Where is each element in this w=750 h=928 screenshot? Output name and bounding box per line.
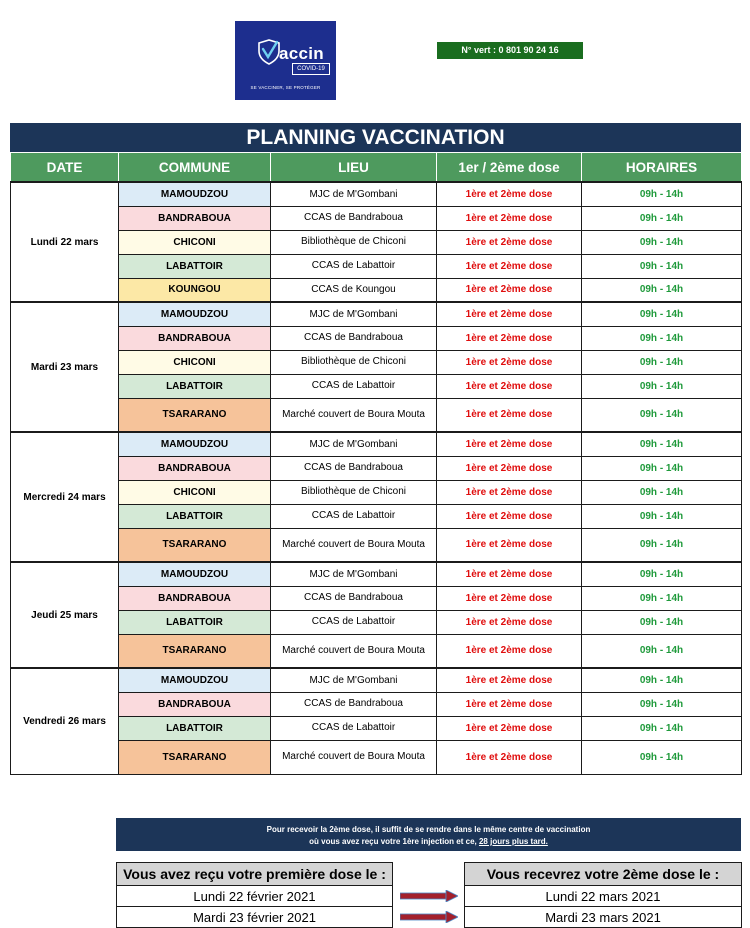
horaire-cell: 09h - 14h — [582, 692, 742, 716]
second-dose-info-box — [116, 818, 741, 851]
horaire-cell: 09h - 14h — [582, 254, 742, 278]
table-row — [11, 586, 742, 610]
dose-date-row — [117, 886, 742, 907]
horaire-cell: 09h - 14h — [582, 504, 742, 528]
table-row — [11, 374, 742, 398]
lieu-cell: CCAS de Labattoir — [271, 374, 437, 398]
dose-cell: 1ère et 2ème dose — [437, 586, 582, 610]
dose-cell: 1ère et 2ème dose — [437, 668, 582, 692]
table-row — [11, 182, 742, 206]
lieu-cell: CCAS de Labattoir — [271, 254, 437, 278]
arrow-cell — [393, 907, 465, 928]
header-lieu: LIEU — [271, 153, 437, 183]
table-row — [11, 740, 742, 774]
first-dose-date: Mardi 23 février 2021 — [117, 907, 393, 928]
vaccin-covid19-logo — [235, 21, 336, 100]
commune-cell: KOUNGOU — [119, 278, 271, 302]
table-row — [11, 692, 742, 716]
logo-tagline: SE VACCINER, SE PROTÉGER — [250, 85, 321, 90]
table-row — [11, 206, 742, 230]
second-dose-date: Lundi 22 mars 2021 — [465, 886, 742, 907]
info-line-2: où vous avez reçu votre 1ère injection et ce, — [309, 836, 479, 846]
lieu-cell: Bibliothèque de Chiconi — [271, 480, 437, 504]
horaire-cell: 09h - 14h — [582, 278, 742, 302]
second-dose-header: Vous recevrez votre 2ème dose le : — [465, 863, 742, 886]
lieu-cell: CCAS de Koungou — [271, 278, 437, 302]
commune-cell: MAMOUDZOU — [119, 668, 271, 692]
info-delay: 28 jours plus tard. — [478, 836, 548, 846]
dose-cell: 1ère et 2ème dose — [437, 326, 582, 350]
commune-cell: TSARARANO — [119, 398, 271, 432]
commune-cell: MAMOUDZOU — [119, 562, 271, 586]
vaccination-schedule-table — [10, 152, 742, 775]
commune-cell: CHICONI — [119, 230, 271, 254]
header-spacer — [393, 863, 465, 886]
horaire-cell: 09h - 14h — [582, 740, 742, 774]
table-row — [11, 230, 742, 254]
dose-cell: 1ère et 2ème dose — [437, 432, 582, 456]
horaire-cell: 09h - 14h — [582, 398, 742, 432]
second-dose-info-text — [116, 818, 741, 851]
info-line-1: Pour recevoir la 2ème dose, il suffit de se rendre dans le même centre de vaccination — [266, 825, 591, 834]
header-date: DATE — [11, 153, 119, 183]
dose-date-row — [117, 907, 742, 928]
table-row — [11, 610, 742, 634]
commune-cell: LABATTOIR — [119, 374, 271, 398]
commune-cell: TSARARANO — [119, 528, 271, 562]
first-dose-header: Vous avez reçu votre première dose le : — [117, 863, 393, 886]
header-commune: COMMUNE — [119, 153, 271, 183]
lieu-cell: Marché couvert de Boura Mouta — [271, 398, 437, 432]
lieu-cell: MJC de M'Gombani — [271, 182, 437, 206]
table-row — [11, 528, 742, 562]
table-row — [11, 350, 742, 374]
dose-cell: 1ère et 2ème dose — [437, 480, 582, 504]
lieu-cell: CCAS de Bandraboua — [271, 692, 437, 716]
table-row — [11, 562, 742, 586]
lieu-cell: Bibliothèque de Chiconi — [271, 350, 437, 374]
dose-cell: 1ère et 2ème dose — [437, 562, 582, 586]
arrow-cell — [393, 886, 465, 907]
second-dose-date: Mardi 23 mars 2021 — [465, 907, 742, 928]
table-row — [11, 326, 742, 350]
date-cell: Jeudi 25 mars — [11, 562, 119, 668]
horaire-cell: 09h - 14h — [582, 374, 742, 398]
date-cell: Mercredi 24 mars — [11, 432, 119, 562]
schedule-header-row — [11, 153, 742, 183]
table-row — [11, 432, 742, 456]
date-cell: Lundi 22 mars — [11, 182, 119, 302]
date-cell: Vendredi 26 mars — [11, 668, 119, 774]
lieu-cell: Marché couvert de Boura Mouta — [271, 740, 437, 774]
table-row — [11, 716, 742, 740]
horaire-cell: 09h - 14h — [582, 456, 742, 480]
horaire-cell: 09h - 14h — [582, 350, 742, 374]
header-dose: 1er / 2ème dose — [437, 153, 582, 183]
commune-cell: BANDRABOUA — [119, 586, 271, 610]
commune-cell: LABATTOIR — [119, 610, 271, 634]
horaire-cell: 09h - 14h — [582, 610, 742, 634]
dose-cell: 1ère et 2ème dose — [437, 456, 582, 480]
commune-cell: LABATTOIR — [119, 716, 271, 740]
lieu-cell: MJC de M'Gombani — [271, 668, 437, 692]
hotline-number: N° vert : 0 801 90 24 16 — [437, 42, 583, 59]
commune-cell: MAMOUDZOU — [119, 302, 271, 326]
commune-cell: BANDRABOUA — [119, 206, 271, 230]
commune-cell: LABATTOIR — [119, 504, 271, 528]
lieu-cell: MJC de M'Gombani — [271, 562, 437, 586]
horaire-cell: 09h - 14h — [582, 562, 742, 586]
header-horaires: HORAIRES — [582, 153, 742, 183]
horaire-cell: 09h - 14h — [582, 528, 742, 562]
horaire-cell: 09h - 14h — [582, 182, 742, 206]
first-dose-date: Lundi 22 février 2021 — [117, 886, 393, 907]
commune-cell: BANDRABOUA — [119, 456, 271, 480]
lieu-cell: Marché couvert de Boura Mouta — [271, 634, 437, 668]
right-arrow-icon — [400, 890, 458, 902]
dose-cell: 1ère et 2ème dose — [437, 398, 582, 432]
page-title: PLANNING VACCINATION — [10, 123, 741, 152]
lieu-cell: CCAS de Bandraboua — [271, 586, 437, 610]
check-shield-icon — [257, 39, 281, 65]
lieu-cell: CCAS de Labattoir — [271, 504, 437, 528]
commune-cell: MAMOUDZOU — [119, 182, 271, 206]
commune-cell: CHICONI — [119, 480, 271, 504]
dose-cell: 1ère et 2ème dose — [437, 206, 582, 230]
dose-cell: 1ère et 2ème dose — [437, 278, 582, 302]
table-row — [11, 456, 742, 480]
lieu-cell: CCAS de Bandraboua — [271, 206, 437, 230]
dose-cell: 1ère et 2ème dose — [437, 692, 582, 716]
dose-cell: 1ère et 2ème dose — [437, 254, 582, 278]
lieu-cell: CCAS de Labattoir — [271, 610, 437, 634]
dose-cell: 1ère et 2ème dose — [437, 182, 582, 206]
dose-cell: 1ère et 2ème dose — [437, 374, 582, 398]
lieu-cell: CCAS de Bandraboua — [271, 456, 437, 480]
dose-cell: 1ère et 2ème dose — [437, 716, 582, 740]
horaire-cell: 09h - 14h — [582, 586, 742, 610]
dose-cell: 1ère et 2ème dose — [437, 740, 582, 774]
horaire-cell: 09h - 14h — [582, 302, 742, 326]
horaire-cell: 09h - 14h — [582, 668, 742, 692]
commune-cell: MAMOUDZOU — [119, 432, 271, 456]
lieu-cell: Marché couvert de Boura Mouta — [271, 528, 437, 562]
dose-cell: 1ère et 2ème dose — [437, 230, 582, 254]
dose-cell: 1ère et 2ème dose — [437, 504, 582, 528]
table-row — [11, 398, 742, 432]
dose-cell: 1ère et 2ème dose — [437, 610, 582, 634]
dose-dates-table — [116, 862, 742, 928]
dose-cell: 1ère et 2ème dose — [437, 528, 582, 562]
table-row — [11, 254, 742, 278]
table-row — [11, 668, 742, 692]
horaire-cell: 09h - 14h — [582, 634, 742, 668]
horaire-cell: 09h - 14h — [582, 326, 742, 350]
commune-cell: CHICONI — [119, 350, 271, 374]
table-row — [11, 480, 742, 504]
commune-cell: BANDRABOUA — [119, 692, 271, 716]
dose-dates-header-row — [117, 863, 742, 886]
horaire-cell: 09h - 14h — [582, 206, 742, 230]
table-row — [11, 278, 742, 302]
commune-cell: BANDRABOUA — [119, 326, 271, 350]
logo-word: accin — [279, 44, 324, 63]
date-cell: Mardi 23 mars — [11, 302, 119, 432]
horaire-cell: 09h - 14h — [582, 716, 742, 740]
table-row — [11, 634, 742, 668]
lieu-cell: Bibliothèque de Chiconi — [271, 230, 437, 254]
horaire-cell: 09h - 14h — [582, 432, 742, 456]
horaire-cell: 09h - 14h — [582, 230, 742, 254]
logo-chip: COVID-19 — [292, 63, 330, 75]
commune-cell: TSARARANO — [119, 740, 271, 774]
commune-cell: TSARARANO — [119, 634, 271, 668]
lieu-cell: CCAS de Labattoir — [271, 716, 437, 740]
table-row — [11, 504, 742, 528]
dose-cell: 1ère et 2ème dose — [437, 350, 582, 374]
lieu-cell: MJC de M'Gombani — [271, 432, 437, 456]
lieu-cell: CCAS de Bandraboua — [271, 326, 437, 350]
commune-cell: LABATTOIR — [119, 254, 271, 278]
dose-cell: 1ère et 2ème dose — [437, 634, 582, 668]
right-arrow-icon — [400, 911, 458, 923]
dose-cell: 1ère et 2ème dose — [437, 302, 582, 326]
table-row — [11, 302, 742, 326]
horaire-cell: 09h - 14h — [582, 480, 742, 504]
lieu-cell: MJC de M'Gombani — [271, 302, 437, 326]
